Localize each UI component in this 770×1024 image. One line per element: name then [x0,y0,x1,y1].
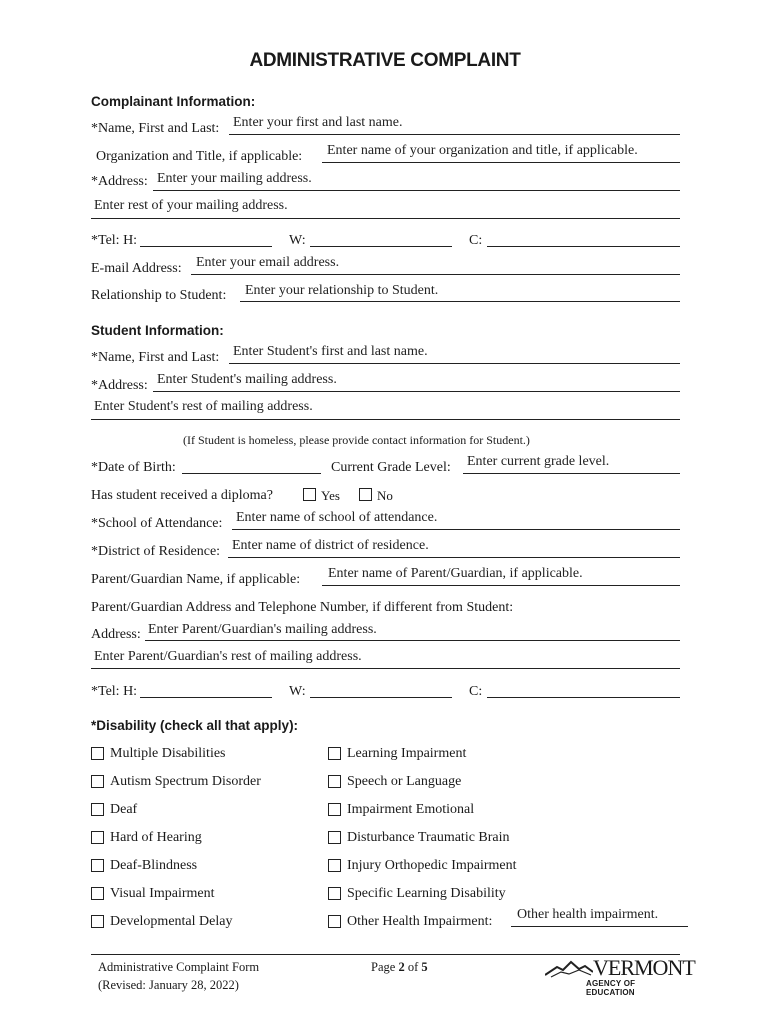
other-impairment-field[interactable]: Other health impairment. [517,907,659,922]
disability-left-label-6: Developmental Delay [110,914,233,929]
disability-right-label-0: Learning Impairment [347,746,467,761]
disability-right-label-2: Impairment Emotional [347,802,475,817]
disability-left-checkbox-4[interactable] [91,859,104,872]
disability-left-label-4: Deaf-Blindness [110,858,198,873]
guardian-address-label: Address: [91,627,141,642]
guardian-label: Parent/Guardian Name, if applicable: [91,572,301,587]
footer-revised: (Revised: January 28, 2022) [98,978,239,992]
org-field[interactable]: Enter name of your organization and title, if applicable. [327,143,638,158]
disability-right-checkbox-5[interactable] [328,887,341,900]
relationship-field[interactable]: Enter your relationship to Student. [245,283,439,298]
disability-left-label-3: Hard of Hearing [110,830,202,845]
logo-name: VERMONT [593,955,695,980]
dob-label: *Date of Birth: [91,460,176,475]
homeless-note: (If Student is homeless, please provide contact information for Student.) [183,433,530,447]
email-field[interactable]: Enter your email address. [196,255,340,270]
vermont-logo [545,955,695,997]
disability-left-checkbox-5[interactable] [91,887,104,900]
org-label: Organization and Title, if applicable: [96,149,303,164]
diploma-yes-checkbox[interactable] [303,488,316,501]
disability-right-checkbox-2[interactable] [328,803,341,816]
footer-page-number: Page 2 of 5 [371,960,428,974]
disability-right-label-5: Specific Learning Disability [347,886,506,901]
district-field[interactable]: Enter name of district of residence. [232,538,429,553]
disability-right-label-1: Speech or Language [347,774,462,789]
name-field[interactable]: Enter your first and last name. [233,115,403,130]
address-field[interactable]: Enter your mailing address. [157,171,312,186]
tel-w-field[interactable] [312,232,450,246]
school-field[interactable]: Enter name of school of attendance. [236,510,438,525]
logo-sub: AGENCY OF EDUCATION [586,979,636,997]
disability-left-checkbox-0[interactable] [91,747,104,760]
disability-right-label-4: Injury Orthopedic Impairment [347,858,517,873]
disability-heading: *Disability (check all that apply): [91,718,299,733]
student-tel-c-field[interactable] [489,683,678,697]
disability-left-checkbox-3[interactable] [91,831,104,844]
disability-right-checkbox-6[interactable] [328,915,341,928]
guardian-address-field[interactable]: Enter Parent/Guardian's mailing address. [148,622,377,637]
guardian-address-note: Parent/Guardian Address and Telephone Number, if different from Student: [91,600,514,615]
diploma-no-label: No [377,488,393,503]
tel-h-label: *Tel: H: [91,233,138,248]
diploma-yes-label: Yes [321,488,340,503]
student-tel-w-field[interactable] [312,683,450,697]
tel-c-label: C: [469,233,483,248]
relationship-label: Relationship to Student: [91,288,227,303]
student-address-label: *Address: [91,378,148,393]
student-address-field[interactable]: Enter Student's mailing address. [157,372,337,387]
diploma-no-checkbox[interactable] [359,488,372,501]
disability-right-label-6: Other Health Impairment: [347,914,493,929]
address2-field[interactable]: Enter rest of your mailing address. [94,198,288,213]
complainant-heading: Complainant Information: [91,94,256,109]
student-tel-c-label: C: [469,684,483,699]
footer-form-name: Administrative Complaint Form [98,960,260,974]
disability-left-label-2: Deaf [110,802,138,817]
student-tel-w-label: W: [289,684,306,699]
guardian-address2-field[interactable]: Enter Parent/Guardian's rest of mailing address. [94,649,362,664]
disability-right-label-3: Disturbance Traumatic Brain [347,830,510,845]
disability-left-label-5: Visual Impairment [110,886,215,901]
student-tel-h-field[interactable] [142,683,270,697]
mountain-icon [545,958,593,978]
address-label: *Address: [91,174,148,189]
disability-right-checkbox-3[interactable] [328,831,341,844]
student-name-label: *Name, First and Last: [91,350,220,365]
guardian-field[interactable]: Enter name of Parent/Guardian, if applicable. [328,566,583,581]
disability-left-checkbox-2[interactable] [91,803,104,816]
grade-label: Current Grade Level: [331,460,451,475]
student-name-field[interactable]: Enter Student's first and last name. [233,344,428,359]
tel-h-field[interactable] [142,232,270,246]
tel-w-label: W: [289,233,306,248]
district-label: *District of Residence: [91,544,221,559]
disability-left-checkbox-1[interactable] [91,775,104,788]
disability-right-checkbox-1[interactable] [328,775,341,788]
tel-c-field[interactable] [489,232,678,246]
disability-left-label-0: Multiple Disabilities [110,746,226,761]
dob-field[interactable] [184,459,319,473]
disability-left-label-1: Autism Spectrum Disorder [110,774,261,789]
grade-field[interactable]: Enter current grade level. [467,454,610,469]
diploma-label: Has student received a diploma? [91,488,273,503]
student-address2-field[interactable]: Enter Student's rest of mailing address. [94,399,313,414]
student-heading: Student Information: [91,323,224,338]
student-tel-h-label: *Tel: H: [91,684,138,699]
name-label: *Name, First and Last: [91,121,220,136]
disability-right-checkbox-0[interactable] [328,747,341,760]
email-label: E-mail Address: [91,261,182,276]
disability-right-checkbox-4[interactable] [328,859,341,872]
school-label: *School of Attendance: [91,516,223,531]
disability-left-checkbox-6[interactable] [91,915,104,928]
page-title: ADMINISTRATIVE COMPLAINT [249,50,521,71]
